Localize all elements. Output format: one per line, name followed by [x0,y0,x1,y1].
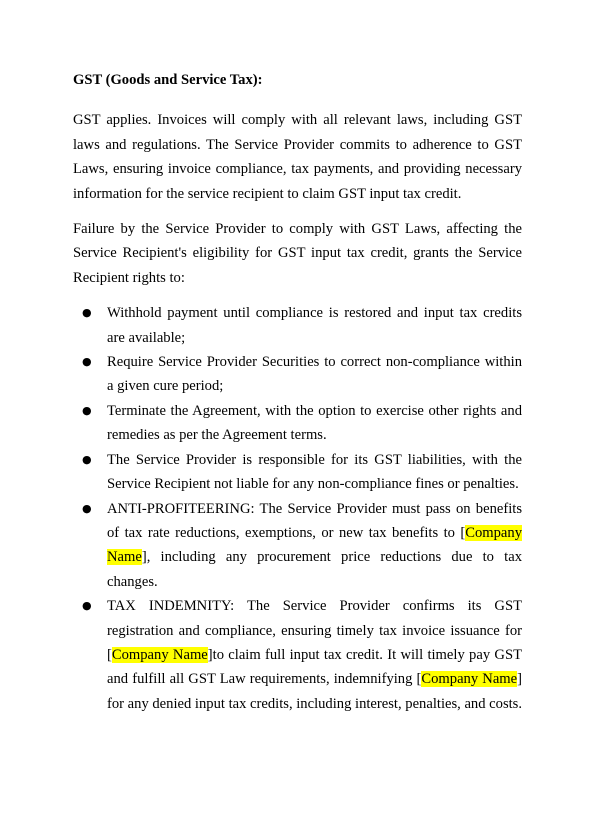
list-item [73,301,522,350]
company-name-placeholder: Company Name [111,646,208,663]
company-name-placeholder: Company Name [107,524,522,566]
bullet-icon: ● [82,355,92,369]
bullet-icon: ● [82,306,92,320]
list-item [73,594,522,716]
paragraph-gst-applies: GST applies. Invoices will comply with all relevant laws, including GST laws and regulations. The Service Provider commits to adherence to GST Laws, ensuring invoice compliance, tax payments, and providing necessary information for the service recipient to claim GST input tax credit. [73,112,522,202]
list-item-text: Withhold payment until compliance is restored and input tax credits are available; [107,305,522,346]
bullet-icon: ● [82,403,92,417]
list-item-text: Terminate the Agreement, with the option to exercise other rights and remedies as per the Agreement terms. [107,402,522,444]
list-item-text-start: ANTI-PROFITEERING: The Service Provider must pass on benefits of tax rate reductions, exemptions, or new tax benefits to [ [107,500,522,541]
list-item-text: Require Service Provider Securities to correct non-compliance within a given cure period; [107,354,522,395]
list-item-text-end: ], including any procurement price reductions due to tax changes. [107,549,522,590]
list-item [73,497,522,595]
list-item [73,350,522,399]
bullet-icon: ● [82,501,92,515]
bullet-icon: ● [82,452,92,466]
list-item-text: The Service Provider is responsible for its GST liabilities, with the Service Recipient not liable for any non-compliance fines or penalties. [107,451,522,493]
paragraph-failure: Failure by the Service Provider to comply with GST Laws, affecting the Service Recipient's eligibility for GST input tax credit, grants the Service Recipient rights to: [73,221,522,286]
bullet-icon: ● [82,599,92,613]
list-item-text-start: TAX INDEMNITY: The Service Provider confirms its GST registration and compliance, ensuring timely tax invoice issuance for [ [107,598,522,663]
list-item [73,448,522,497]
list-item [73,399,522,448]
section-heading: GST (Goods and Service Tax): [73,72,263,88]
list-item-text-middle: ]to claim full input tax credit. It will timely pay GST and fulfill all GST Law requirements, indemnifying [ [107,646,522,688]
company-name-placeholder: Company Name [421,671,518,688]
rights-list [73,301,522,716]
list-item-text-end: ] for any denied input tax credits, including interest, penalties, and costs. [107,671,523,712]
